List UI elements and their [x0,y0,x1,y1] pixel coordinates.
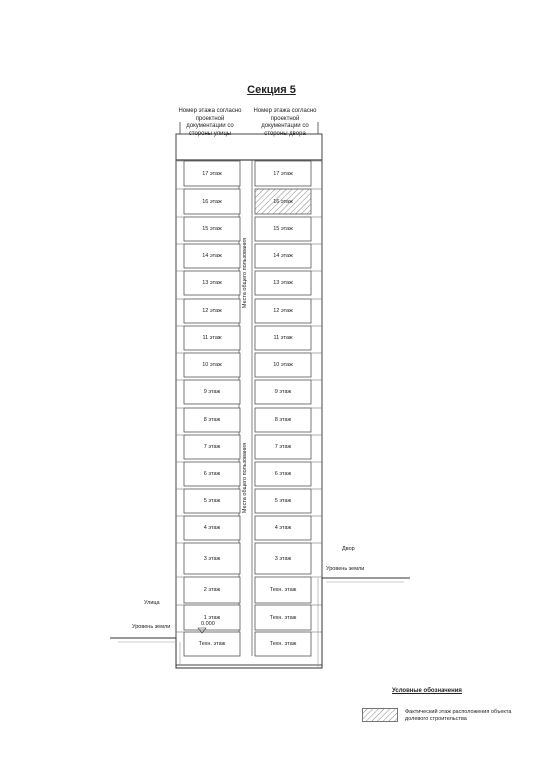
floor-label-yard: 17 этаж [273,170,293,177]
yard-label: Двор [342,546,355,552]
floor-label-street: 7 этаж [203,444,221,450]
floor-label-street: 1 этаж [203,614,221,621]
floor-label-street: 2 этаж [203,587,221,593]
floor-label-street: 12 этаж [202,308,222,314]
floor-label-yard: 14 этаж [273,253,293,259]
street-column-header: Номер этажа согласно проектной документации со стороны улицы [178,108,242,137]
floor-label-yard: 4 этаж [274,525,292,531]
common-area-label-lower: Места общего пользования [242,442,248,514]
floor-label-street: 5 этаж [203,498,221,504]
common-area-label-upper: Места общего пользования [242,237,248,309]
legend-hatch-swatch [362,708,398,722]
floor-label-street: 3 этаж [203,555,221,562]
floor-label-yard: Техн. этаж [269,641,297,647]
floor-label-yard: 11 этаж [273,335,293,341]
yard-column-header: Номер этажа согласно проектной документации со стороны двора [253,108,317,137]
floor-label-yard: Техн. этаж [269,614,297,621]
floor-label-yard: 5 этаж [274,498,292,504]
page-title: Секция 5 [247,84,296,96]
floor-label-street: 14 этаж [202,253,222,259]
legend-title: Условные обозначения [392,688,462,694]
floor-label-street: 4 этаж [203,525,221,531]
floor-label-yard: 10 этаж [273,362,293,368]
yard-ground-level-label: Уровень земли [326,566,365,572]
floor-label-yard: 6 этаж [274,471,292,477]
street-ground-level-label: Уровень земли [132,624,171,630]
floor-label-street: Техн. этаж [198,641,226,647]
floor-label-yard: 15 этаж [273,226,293,232]
floor-label-yard: 7 этаж [274,444,292,450]
floor-label-street: 6 этаж [203,471,221,477]
floor-label-street: 10 этаж [202,362,222,368]
floor-label-street: 13 этаж [202,280,222,286]
zero-elevation-mark: 0.000 [201,621,215,627]
floor-label-yard: 16 этаж [273,198,293,205]
floor-label-street: 15 этаж [202,226,222,232]
legend-hatched-description: Фактический этаж расположения объекта долевого строительства [405,709,512,722]
floor-label-yard: Техн. этаж [269,587,297,593]
floor-label-yard: 9 этаж [274,389,292,395]
floor-label-street: 16 этаж [202,198,222,205]
floor-label-street: 17 этаж [202,170,222,177]
floor-label-yard: 3 этаж [274,555,292,562]
street-label: Улица [144,600,160,606]
floor-label-yard: 8 этаж [274,417,292,423]
floor-label-street: 9 этаж [203,389,221,395]
floor-label-yard: 13 этаж [273,280,293,286]
floor-label-street: 8 этаж [203,417,221,423]
floor-label-yard: 12 этаж [273,308,293,314]
floor-label-street: 11 этаж [202,335,222,341]
